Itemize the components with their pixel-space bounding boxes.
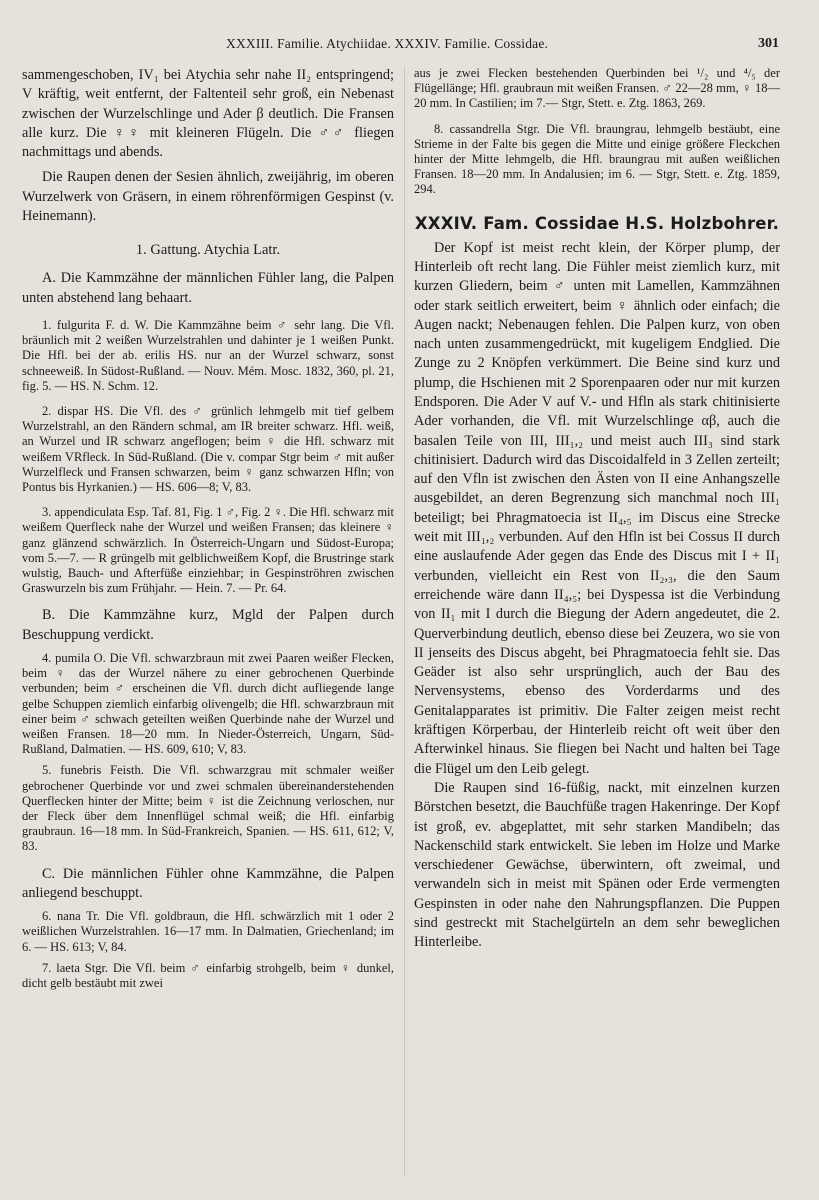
- species-entry-funebris: 5. funebris Feisth. Die Vfl. schwarzgrau mit schmaler weißer gebrochener Querbinde vor und zwei schmalen übereinanderstehenden Querflecken hinter der Mitte; beim ♀ ist die Zeichnung verloschen, nur der Fleck über dem Innenflügel schmal weiß; die Hfl. einfarbig graubraun. 16—18 mm. In Süd-Frankreich, Spanien. — HS. 611, 612; V, 83.: [22, 763, 394, 854]
- right-paragraph-continued: aus je zwei Flecken bestehenden Querbinden bei ¹/₂ und ⁴/₅ der Flügellänge; Hfl. graubraun mit weißen Fransen. ♂ 22—28 mm, ♀ 18—20 mm. In Castilien; im 7.— Stgr, Stett. e. Ztg. 1863, 269.: [414, 66, 780, 111]
- section-b-heading: B. Die Kammzähne kurz, Mgld der Palpen durch Beschuppung verdickt.: [22, 607, 394, 643]
- left-paragraph-larvae: Die Raupen denen der Sesien ähnlich, zweijährig, im oberen Wurzelwerk von Gräsern, in einem röhrenförmigen Gespinst (v. Heinemann).: [22, 169, 394, 225]
- larvae-description: Die Raupen sind 16-füßig, nackt, mit einzelnen kurzen Börstchen besetzt, die Bauchfüße tragen Hakenringe. Der Kopf ist groß, ev. abgeplattet, mit sehr starken Mandibeln; das Nackenschild stark entwickelt. Sie leben im Holze und Marke verschiedener Gewächse, überwintern, oft zweimal, und verwandeln sich in meist mit Spänen oder Erde vermengten Gespinsten in oder nahe den Nahrungspflanzen. Die Puppen sind gestreckt mit Stachelgürteln an dem sehr beweglichen Hinterleibe.: [414, 779, 780, 951]
- species-entry-dispar: 2. dispar HS. Die Vfl. des ♂ grünlich lehmgelb mit tief gelbem Wurzelstrahl, an den Rändern schmal, am IR breiter schwarz. Hfl. weiß, an Wurzel und IR schwarz angeflogen; beim ♀ die Hfl. schwarz mit weißem VRfleck. In Süd-Rußland. (Die v. compar Stgr beim ♂ mit außer Wurzelfleck und Fransen schwarzen, beim ♀ ganz schwarzen Hfln; von Pontus bis Hyrkanien.) — HS. 606—8; V, 83.: [22, 403, 394, 494]
- genus-heading: 1. Gattung. Atychia Latr.: [135, 242, 281, 259]
- page-number: 301: [758, 36, 779, 51]
- species-entry-cassandrella: 8. cassandrella Stgr. Die Vfl. braungrau, lehmgelb bestäubt, eine Strieme in der Falte bis gegen die Mitte und einige größere Fleckchen hinter der Mitte lehmgelb, die Hfl. braungrau mit außen weißlichen Fransen. 18—20 mm. In Andalusien; im 6. — Stgr, Stett. e. Ztg. 1859, 294.: [414, 121, 780, 197]
- species-entry-laeta: 7. laeta Stgr. Die Vfl. beim ♂ einfarbig strohgelb, beim ♀ dunkel, dicht gelb bestäubt mit zwei: [22, 960, 394, 991]
- family-heading: XXXIV. Fam. Cossidae H.S. Holzbohrer.: [414, 213, 780, 233]
- species-entry-nana: 6. nana Tr. Die Vfl. goldbraun, die Hfl. schwärzlich mit 1 oder 2 weißlichen Wurzelstrahlen. 16—17 mm. In Dalmatien, Griechenland; im 6. — HS. 613; V, 84.: [22, 909, 394, 954]
- species-entry-fulgurita: 1. fulgurita F. d. W. Die Kammzähne beim ♂ sehr lang. Die Vfl. bräunlich mit 2 weißen Wurzelstrahlen und dahinter je 1 weißen Punkt. Die Hfl. bei der ab. erilis HS. nur an der Wurzel schwarz, sonst schneeweiß. In Südost-Rußland. — Nouv. Mém. Mosc. 1832, 360, pl. 21, fig. 5. — HS. N. Schm. 12.: [22, 317, 394, 393]
- left-column: [22, 66, 394, 991]
- family-description: Der Kopf ist meist recht klein, der Körper plump, der Hinterleib oft recht lang. Die Fühler meist ziemlich kurz, mit kurzen Gliedern, beim ♂ unten mit Lamellen, Kammzähnen oder stark seitlich erweitert, beim ♀ ähnlich oder einfach; die Augen nackt; Nebenaugen fehlen. Die Palpen kurz, von oben nach unten zusammengedrückt, mit kugeligem Endglied. Die Zunge zu 2 Knöpfen verkümmert. Die Beine sind kurz und plump, die Hschienen mit 2 Sporenpaaren oder nur mit kurzen Endsporen. Die Ader V auf V.- und Hfln als stark chitinisierte Ader vorhanden, die Vfl. mit Wurzelschlinge αβ, auch die basalen Teile von III, III₁,₂ und meist auch III₃ sind stark chitinisiert. Dadurch wird das Discoidalfeld in 3 Zellen zerteilt; auf den Vfln ist zwischen den Ästen von II eine Anhangszelle ausgebildet, an deren Begrenzung sich manchmal noch III₁ beteiligt; bei Phragmatoecia ist II₄,₅ im Discus eine Strecke weit mit III₁,₂ verbunden. Auf den Hfln ist bei Cossus II durch eine auslaufende Ader gegen das Ende des Discus mit I + II₁ verbunden, vielleicht ein Rest von II₂,₃, die den Saum erreichende wäre dann II₄,₅; bei Dyspessa ist die Verbindung von II₁ mit I durch die Biegung der Adern angedeutet, die 2. Querverbindung deutlich, ebenso diese bei Zeuzera, wo sie von II jenseits des Discus abgeht, bei Phragmatoecia fehlt sie. Das Geäder ist also sehr ursprünglich, auch der Bau des Nervensystems, ebenso des Vorderdarms und des Genitalapparates ist primitiv. Die Falter zeigen meist recht kräftigen Körperbau, der Hinterleib reicht oft weit über den Afterwinkel hinaus. Sie fliegen bei Nacht und halten bei Tage die Flügel um den Leib gelegt.: [414, 239, 780, 777]
- column-gutter: [404, 66, 405, 1176]
- running-head: [0, 36, 819, 56]
- section-c-heading: C. Die männlichen Fühler ohne Kammzähne, die Palpen anliegend beschuppt.: [22, 865, 394, 901]
- right-column: [414, 66, 780, 953]
- species-entry-pumila: 4. pumila O. Die Vfl. schwarzbraun mit zwei Paaren weißer Flecken, beim ♀ das der Wurzel nähere zu einer gebrochenen Querbinde verbunden; beim ♂ erscheinen die Vfl. durch dicht aufliegende lange gelbe Schuppen ziemlich einfarbig olivengelb; die Hfl. schwarzbraun mit einer beim ♂ schwach geteilten weißen Querbinde nahe der Wurzel und weißen Fransen. 18—20 mm. In Nieder-Österreich, Ungarn, Süd-Rußland, Dalmatien. — HS. 609, 610; V, 83.: [22, 651, 394, 757]
- species-entry-appendiculata: 3. appendiculata Esp. Taf. 81, Fig. 1 ♂, Fig. 2 ♀. Die Hfl. schwarz mit weißem Querfleck nahe der Wurzel und weißen Fransen; das kleinere ♀ ganz glänzend schwärzlich. In Österreich-Ungarn und Südost-Europa; vom 5.—7. — R grüngelb mit gelblichweißem Kopf, die Brustringe stark wulstig, Bauch- und Afterfüße einziehbar; in Gespinströhren zwischen Graswurzeln bis zum Frühjahr. — Hein. 7. — Pr. 64.: [22, 505, 394, 596]
- running-head-title: XXXIII. Familie. Atychiidae. XXXIV. Familie. Cossidae.: [226, 36, 549, 51]
- section-a-heading: A. Die Kammzähne der männlichen Fühler lang, die Palpen unten abstehend lang behaart.: [22, 270, 394, 306]
- left-paragraph-1: sammengeschoben, IV₁ bei Atychia sehr nahe II₂ entspringend; V kräftig, weit entfernt, der Faltenteil sehr groß, ein Nebenast zwischen der Wurzelschlinge und Ader β deutlich. Die Fransen alle kurz. Die ♀♀ mit kleineren Flügeln. Die ♂♂ fliegen nachmittags und abends.: [22, 67, 394, 161]
